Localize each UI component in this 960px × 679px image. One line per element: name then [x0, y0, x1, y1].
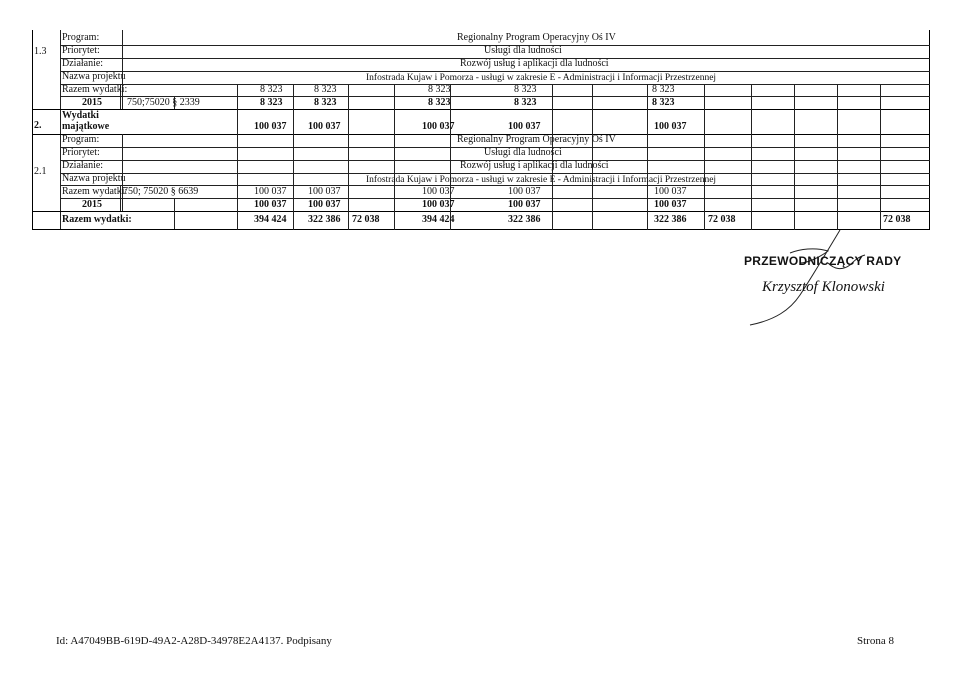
total-cell: 322 386	[308, 214, 341, 225]
value-cell: 8 323	[514, 84, 537, 95]
value-cell: 100 037	[654, 186, 687, 197]
program-value: Regionalny Program Operacyjny Oś IV	[457, 134, 616, 145]
col-line	[647, 84, 648, 230]
table-border-right	[929, 30, 930, 230]
budget-table	[32, 30, 930, 230]
program-value: Regionalny Program Operacyjny Oś IV	[457, 32, 616, 43]
row-line	[60, 84, 930, 85]
dzialanie-label: Działanie:	[62, 58, 104, 69]
priorytet-label: Priorytet:	[62, 147, 100, 158]
col-line	[592, 84, 593, 230]
section-number: 2.1	[34, 166, 47, 177]
dzialanie-value: Rozwój usług i aplikacji dla ludności	[460, 58, 609, 69]
year-label: 2015	[82, 199, 102, 210]
total-label: Razem wydatki:	[62, 214, 132, 225]
total-cell: 394 424	[422, 214, 455, 225]
value-cell: 8 323	[514, 97, 537, 108]
value-cell: 100 037	[254, 186, 287, 197]
nazwa-value: Infostrada Kujaw i Pomorza - usługi w zakresie E - Administracji i Informacji Przestrzennej	[366, 175, 717, 185]
value-cell: 8 323	[260, 84, 283, 95]
value-cell: 100 037	[422, 121, 455, 132]
col-line	[174, 211, 175, 229]
priorytet-label: Priorytet:	[62, 45, 100, 56]
value-cell: 8 323	[428, 84, 451, 95]
label-col-line	[122, 30, 123, 109]
value-cell: 100 037	[508, 199, 541, 210]
section-label: majątkowe	[62, 121, 110, 132]
nazwa-value: Infostrada Kujaw i Pomorza - usługi w zakresie E - Administracji i Informacji Przestrzennej	[366, 73, 717, 83]
total-cell: 394 424	[254, 214, 287, 225]
row-line	[32, 211, 930, 212]
program-label: Program:	[62, 32, 100, 43]
total-cell: 72 038	[708, 214, 736, 225]
col-line	[348, 84, 349, 230]
classification: 750; 75020 § 6639	[123, 186, 199, 197]
col-line	[751, 84, 752, 230]
signature-stamp	[730, 225, 930, 335]
value-cell: 100 037	[254, 199, 287, 210]
priorytet-value: Usługi dla ludności	[484, 147, 562, 158]
value-cell: 100 037	[654, 121, 687, 132]
razem-label: Razem wydatki:	[62, 186, 128, 197]
col-line	[237, 84, 238, 230]
value-cell: 8 323	[260, 97, 283, 108]
total-cell: 322 386	[508, 214, 541, 225]
priorytet-value: Usługi dla ludności	[484, 45, 562, 56]
dzialanie-value: Rozwój usług i aplikacji dla ludności	[460, 160, 609, 171]
value-cell: 100 037	[654, 199, 687, 210]
value-cell: 100 037	[308, 199, 341, 210]
classification: 750;75020 § 2339	[127, 97, 200, 108]
value-cell: 100 037	[254, 121, 287, 132]
value-cell: 100 037	[508, 121, 541, 132]
section-number: 1.3	[34, 46, 47, 57]
value-cell: 8 323	[652, 84, 675, 95]
value-cell: 8 323	[428, 97, 451, 108]
value-cell: 100 037	[422, 186, 455, 197]
row-line	[60, 198, 930, 199]
col-line	[174, 198, 175, 211]
section-label: Wydatki	[62, 110, 99, 121]
col-line	[880, 84, 881, 230]
col-line	[837, 84, 838, 230]
document-id: Id: A47049BB-619D-49A2-A28D-34978E2A4137. Podpisany	[56, 635, 332, 647]
value-cell: 100 037	[508, 186, 541, 197]
total-cell: 72 038	[883, 214, 911, 225]
col-line	[704, 84, 705, 230]
year-label: 2015	[82, 97, 102, 108]
signature-name: Krzysztof Klonowski	[762, 279, 885, 295]
section-number: 2.	[34, 120, 42, 131]
col-line	[293, 84, 294, 230]
col-line	[794, 84, 795, 230]
value-cell: 8 323	[314, 84, 337, 95]
signature-title: PRZEWODNICZĄCY RADY	[744, 254, 902, 268]
program-label: Program:	[62, 134, 100, 145]
row-line	[32, 109, 930, 110]
col-line	[394, 84, 395, 230]
total-cell: 72 038	[352, 214, 380, 225]
table-divider	[60, 30, 61, 230]
page-number: Strona 8	[857, 635, 894, 647]
value-cell: 100 037	[308, 186, 341, 197]
value-cell: 8 323	[652, 97, 675, 108]
value-cell: 100 037	[308, 121, 341, 132]
total-cell: 322 386	[654, 214, 687, 225]
nazwa-label: Nazwa projektu	[62, 71, 126, 82]
table-border-left	[32, 30, 33, 230]
dzialanie-label: Działanie:	[62, 160, 104, 171]
nazwa-label: Nazwa projektu	[62, 173, 126, 184]
razem-label: Razem wydatki:	[62, 84, 128, 95]
value-cell: 100 037	[422, 199, 455, 210]
value-cell: 8 323	[314, 97, 337, 108]
